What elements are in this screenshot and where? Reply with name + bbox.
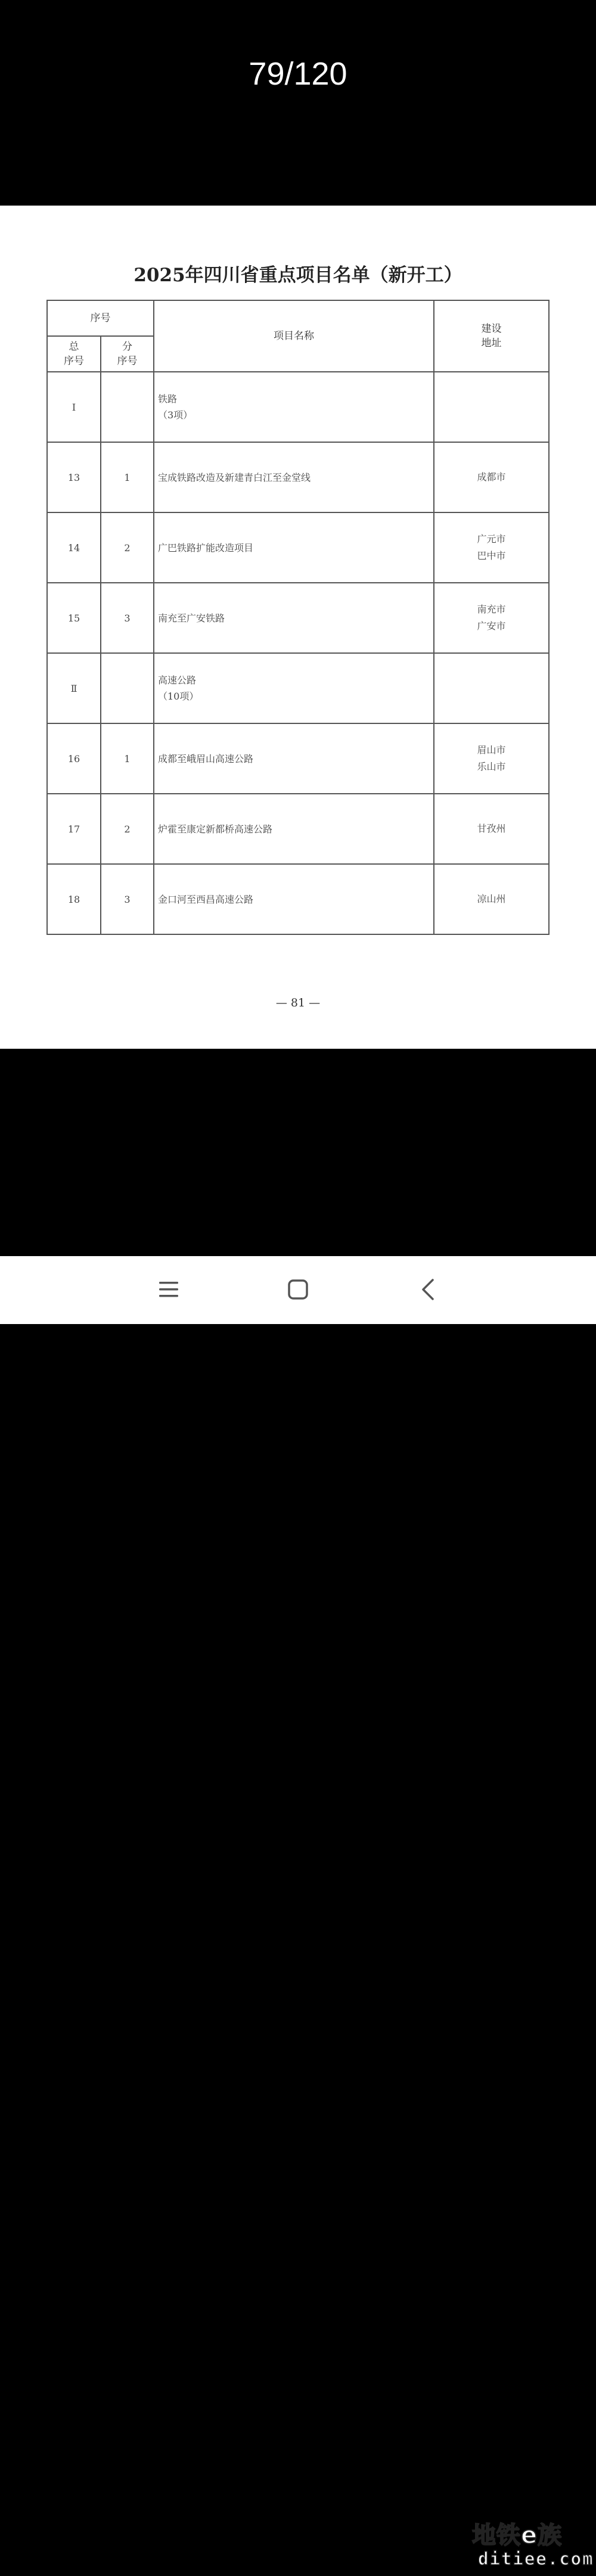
sub-seq-header-line: 分 [122, 341, 132, 353]
location-line: 甘孜州 [477, 823, 506, 834]
location-cell [434, 794, 549, 864]
document-page [0, 206, 596, 1049]
seq-group-header: 序号 [47, 300, 154, 336]
location-header-line: 建设 [481, 323, 502, 335]
table-row [47, 442, 549, 512]
watermark-sub: ditiee.com [478, 2549, 594, 2569]
category-name: 铁路 [158, 393, 178, 405]
total-seq-cell: 17 [47, 794, 101, 864]
total-seq-header-line: 总 [69, 341, 79, 353]
viewer-top-bar [0, 0, 596, 206]
sub-seq-cell: 2 [101, 794, 154, 864]
project-name-header: 项目名称 [154, 300, 434, 372]
table-row [47, 583, 549, 653]
location-cell [434, 723, 549, 794]
total-seq-cell: Ⅰ [47, 372, 101, 442]
location-line: 广元市 [477, 533, 506, 545]
sub-seq-header [101, 336, 154, 372]
sub-seq-cell [101, 372, 154, 442]
location-cell [434, 653, 549, 723]
location-cell [434, 512, 549, 583]
sub-seq-cell: 1 [101, 723, 154, 794]
menu-icon [158, 1280, 179, 1301]
category-name: 高速公路 [158, 675, 197, 686]
location-line: 凉山州 [477, 893, 506, 905]
location-header [434, 300, 549, 372]
project-name-cell [154, 653, 434, 723]
total-seq-cell: 14 [47, 512, 101, 583]
location-line: 眉山市 [477, 744, 506, 756]
table-row [47, 653, 549, 723]
location-cell [434, 372, 549, 442]
total-seq-cell: 13 [47, 442, 101, 512]
total-seq-header [47, 336, 101, 372]
back-button[interactable] [410, 1273, 446, 1309]
back-icon [420, 1278, 436, 1303]
sub-seq-header-line: 序号 [117, 355, 138, 367]
page-counter: 79/120 [249, 56, 347, 92]
sub-seq-cell [101, 653, 154, 723]
watermark-logo [472, 2516, 594, 2576]
location-cell [434, 583, 549, 653]
project-name-cell: 成都至峨眉山高速公路 [154, 723, 434, 794]
page-number: — 81 — [275, 996, 321, 1009]
location-line: 南充市 [477, 604, 506, 615]
category-count: （3项） [158, 409, 193, 421]
total-seq-cell: Ⅱ [47, 653, 101, 723]
project-name-cell: 宝成铁路改造及新建青白江至金堂线 [154, 442, 434, 512]
table-row [47, 864, 549, 934]
home-icon [287, 1279, 309, 1303]
location-line: 成都市 [477, 471, 506, 483]
document-title: 2025年四川省重点项目名单（新开工） [134, 265, 462, 286]
location-line: 乐山市 [477, 761, 506, 772]
viewer-bottom-area [0, 1049, 596, 1256]
location-cell [434, 442, 549, 512]
project-table [46, 300, 550, 935]
project-name-cell: 金口河至西昌高速公路 [154, 864, 434, 934]
total-seq-cell: 18 [47, 864, 101, 934]
sub-seq-cell: 3 [101, 864, 154, 934]
category-count: （10项） [158, 691, 199, 702]
table-row [47, 723, 549, 794]
table-row [47, 512, 549, 583]
total-seq-header-line: 序号 [64, 355, 84, 367]
total-seq-cell: 16 [47, 723, 101, 794]
location-line: 广安市 [477, 620, 506, 632]
project-name-cell: 广巴铁路扩能改造项目 [154, 512, 434, 583]
project-name-cell: 炉霍至康定新都桥高速公路 [154, 794, 434, 864]
table-row [47, 794, 549, 864]
location-line: 巴中市 [477, 550, 506, 561]
project-name-cell [154, 372, 434, 442]
watermark-main: 地铁e族 [472, 2522, 563, 2549]
sub-seq-cell: 1 [101, 442, 154, 512]
project-name-cell: 南充至广安铁路 [154, 583, 434, 653]
system-nav-bar [0, 1256, 596, 2569]
location-cell [434, 864, 549, 934]
table-row [47, 372, 549, 442]
menu-button[interactable] [151, 1273, 187, 1309]
sub-seq-cell: 2 [101, 512, 154, 583]
total-seq-cell: 15 [47, 583, 101, 653]
home-button[interactable] [280, 1273, 316, 1309]
location-header-line: 地址 [481, 337, 502, 349]
sub-seq-cell: 3 [101, 583, 154, 653]
